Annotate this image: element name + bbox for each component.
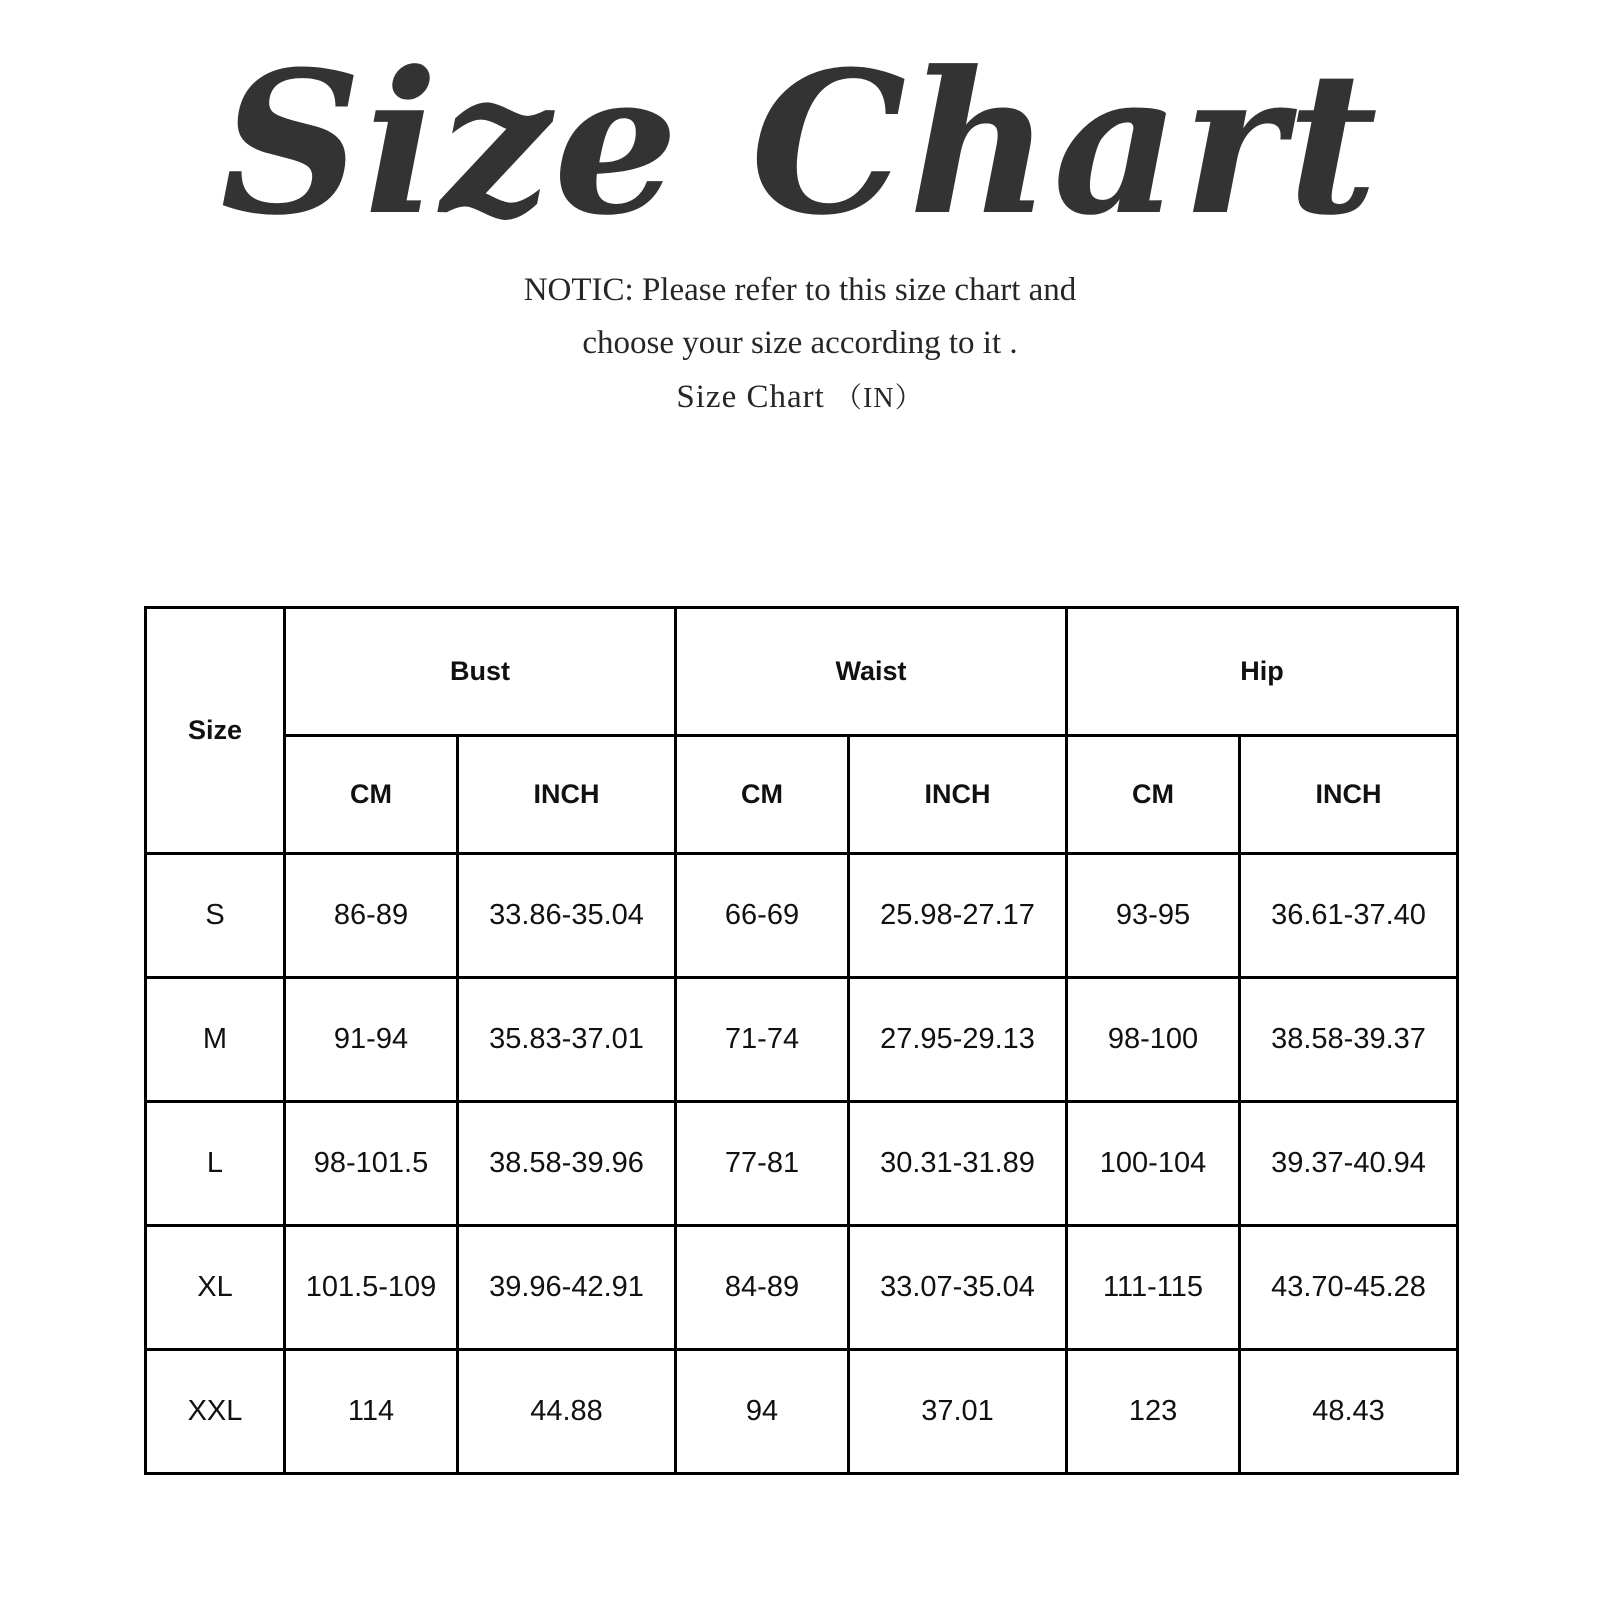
row-bust-inch: 39.96-42.91 [458, 1226, 676, 1350]
notice-line-3-unit: （IN） [834, 382, 924, 414]
row-hip-inch: 43.70-45.28 [1240, 1226, 1458, 1350]
row-size: XXL [146, 1350, 285, 1474]
header-waist-inch: INCH [849, 736, 1067, 854]
notice-block [0, 264, 1600, 424]
row-bust-inch: 38.58-39.96 [458, 1102, 676, 1226]
row-bust-cm: 98-101.5 [285, 1102, 458, 1226]
row-waist-inch: 27.95-29.13 [849, 978, 1067, 1102]
row-bust-cm: 91-94 [285, 978, 458, 1102]
size-table [144, 606, 1459, 1475]
row-size: M [146, 978, 285, 1102]
row-waist-inch: 37.01 [849, 1350, 1067, 1474]
notice-line-3 [0, 371, 1600, 424]
row-bust-inch: 35.83-37.01 [458, 978, 676, 1102]
header-bust-cm: CM [285, 736, 458, 854]
header-hip-inch: INCH [1240, 736, 1458, 854]
table-row [146, 978, 1458, 1102]
header-size: Size [146, 608, 285, 854]
row-hip-cm: 123 [1067, 1350, 1240, 1474]
notice-line-2: choose your size according to it . [582, 325, 1018, 362]
row-hip-inch: 39.37-40.94 [1240, 1102, 1458, 1226]
row-size: S [146, 854, 285, 978]
size-table-wrapper [144, 606, 1450, 1475]
row-hip-inch: 48.43 [1240, 1350, 1458, 1474]
row-bust-cm: 114 [285, 1350, 458, 1474]
notice-line-3-prefix: Size Chart [676, 378, 825, 415]
table-row [146, 1226, 1458, 1350]
table-header-group-row [146, 608, 1458, 736]
row-waist-inch: 25.98-27.17 [849, 854, 1067, 978]
table-row [146, 854, 1458, 978]
table-row [146, 1102, 1458, 1226]
row-hip-cm: 100-104 [1067, 1102, 1240, 1226]
row-waist-cm: 94 [676, 1350, 849, 1474]
header-bust-inch: INCH [458, 736, 676, 854]
row-waist-cm: 77-81 [676, 1102, 849, 1226]
row-hip-cm: 98-100 [1067, 978, 1240, 1102]
row-hip-inch: 38.58-39.37 [1240, 978, 1458, 1102]
notice-line-1: NOTIC: Please refer to this size chart and [523, 272, 1077, 308]
header-bust: Bust [285, 608, 676, 736]
row-waist-inch: 30.31-31.89 [849, 1102, 1067, 1226]
row-hip-inch: 36.61-37.40 [1240, 854, 1458, 978]
row-bust-inch: 44.88 [458, 1350, 676, 1474]
header-waist: Waist [676, 608, 1067, 736]
row-waist-cm: 71-74 [676, 978, 849, 1102]
header-hip: Hip [1067, 608, 1458, 736]
row-bust-inch: 33.86-35.04 [458, 854, 676, 978]
row-waist-inch: 33.07-35.04 [849, 1226, 1067, 1350]
row-size: XL [146, 1226, 285, 1350]
row-bust-cm: 86-89 [285, 854, 458, 978]
row-hip-cm: 93-95 [1067, 854, 1240, 978]
table-row [146, 1350, 1458, 1474]
row-waist-cm: 66-69 [676, 854, 849, 978]
row-hip-cm: 111-115 [1067, 1226, 1240, 1350]
header-hip-cm: CM [1067, 736, 1240, 854]
row-waist-cm: 84-89 [676, 1226, 849, 1350]
row-bust-cm: 101.5-109 [285, 1226, 458, 1350]
row-size: L [146, 1102, 285, 1226]
page-title: Size Chart [220, 29, 1380, 259]
table-header-unit-row [146, 736, 1458, 854]
header-waist-cm: CM [676, 736, 849, 854]
